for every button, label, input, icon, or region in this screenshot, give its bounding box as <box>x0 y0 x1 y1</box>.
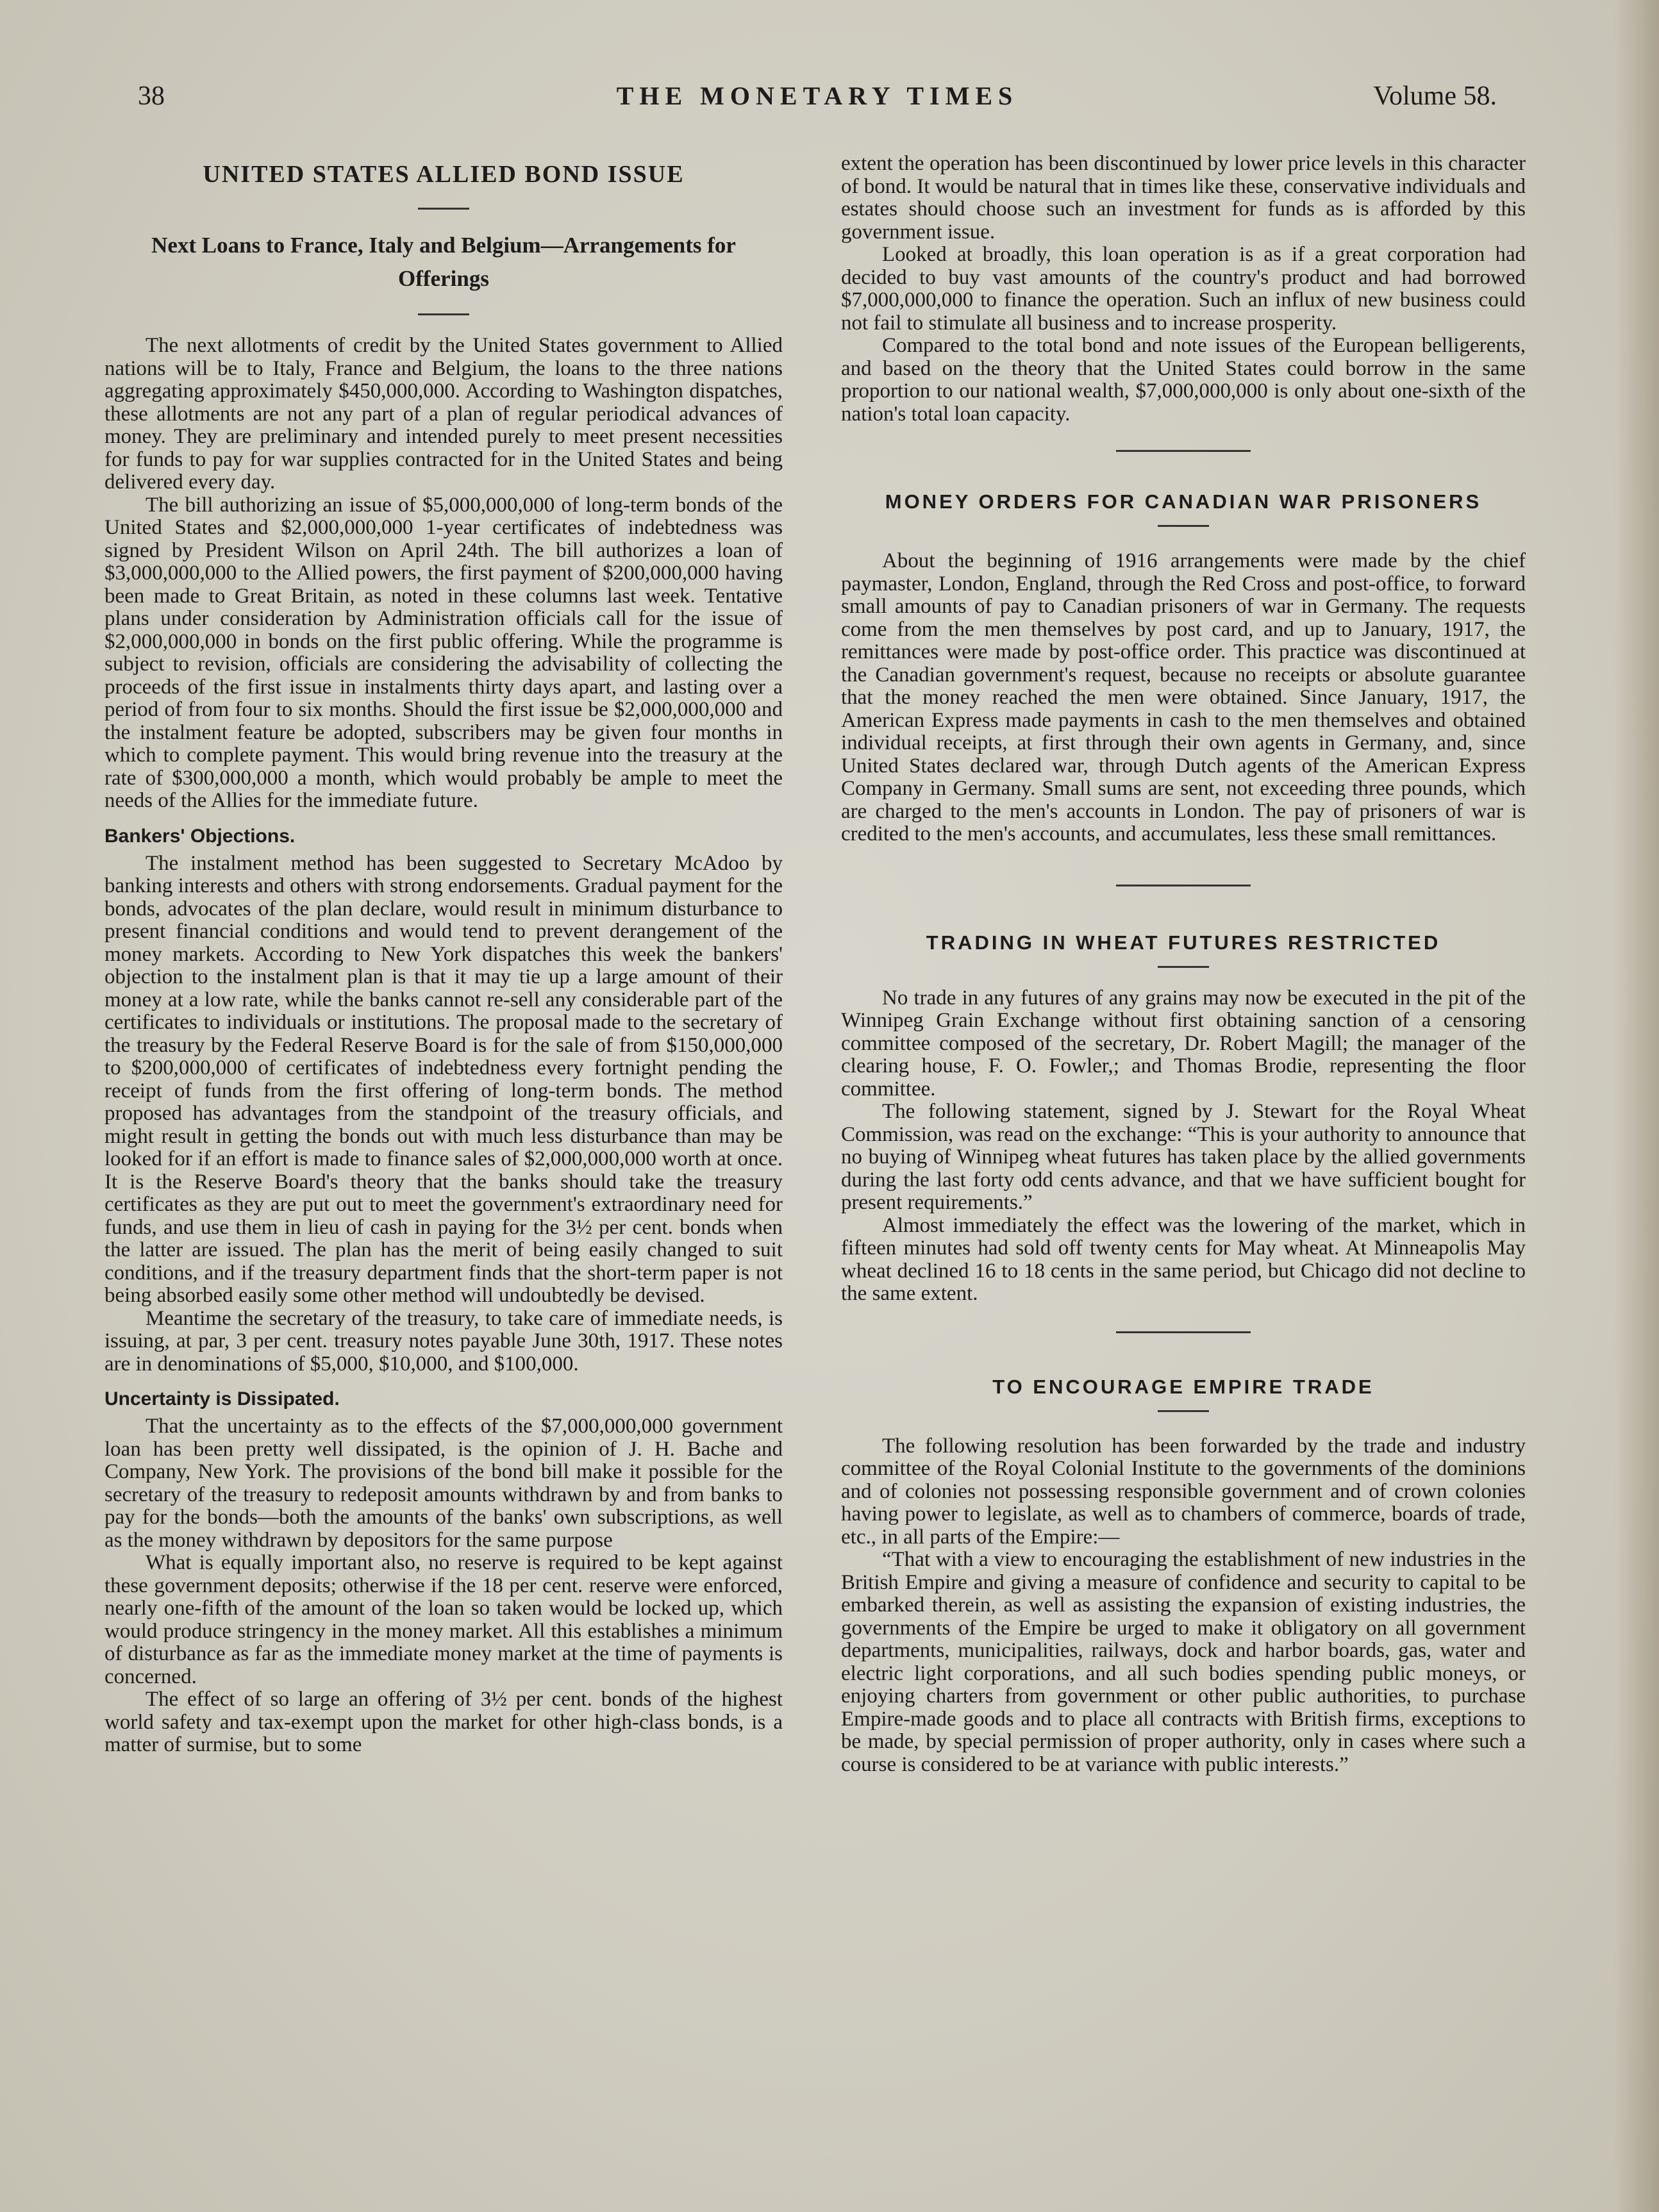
paragraph: extent the operation has been discontinued by lower price levels in this character of bond. It would be natural that in times like these, conservative individuals and estates should choose such an investment for funds as is afforded by this government issue. <box>841 152 1526 244</box>
paragraph: Almost immediately the effect was the lowering of the market, which in fifteen minutes had sold off twenty cents for May wheat. At Minneapolis May wheat declined 16 to 18 cents in the same period, but Chicago did not decline to the same extent. <box>841 1213 1526 1305</box>
section-heading-bankers-objections: Bankers' Objections. <box>104 825 296 847</box>
title-rule <box>1158 966 1209 968</box>
article-title-empire-trade: TO ENCOURAGE EMPIRE TRADE <box>992 1375 1374 1398</box>
article-title-bond-issue: UNITED STATES ALLIED BOND ISSUE <box>203 161 685 188</box>
paragraph: The following resolution has been forwarded by the trade and industry committee of the Royal Colonial Institute to the governments of the dominions and of colonies not possessing responsible government and of crown colonies having power to legislate, as well as to chambers of commerce, boards of trade, etc., in all parts of the Empire:— <box>841 1434 1526 1549</box>
page-number: 38 <box>138 81 165 111</box>
paragraph: Compared to the total bond and note issues of the European belligerents, and based on the theory that the United States could borrow in the same proportion to our national wealth, $7,000,000,000 is only about one-sixth of the nation's total loan capacity. <box>841 334 1526 426</box>
volume-label: Volume 58. <box>1373 81 1497 111</box>
section-heading-uncertainty: Uncertainty is Dissipated. <box>104 1388 340 1410</box>
section-divider <box>1116 450 1251 452</box>
article-title-money-orders: MONEY ORDERS FOR CANADIAN WAR PRISONERS <box>885 490 1482 513</box>
right-column <box>841 153 1526 1776</box>
paragraph: No trade in any futures of any grains may now be executed in the pit of the Winnipeg Grain Exchange without first obtaining sanction of a censoring committee composed of the secretary, Dr. Robert Magill; the manager of the clearing house, F. O. Fowler,; and Thomas Brodie, representing the floor committee. <box>841 986 1526 1101</box>
paragraph: About the beginning of 1916 arrangements were made by the chief paymaster, London, England, through the Red Cross and post-office, to forward small amounts of pay to Canadian prisoners of war in Germany. The requests come from the men themselves by post card, and up to January, 1917, the remittances were made by post-office order. This practice was discontinued at the Canadian government's request, because no receipts or absolute guarantee that the money reached the men were obtained. Since January, 1917, the American Express made payments in cash to the men themselves and obtained individual receipts, at first through their own agents in Germany, and, since United States declared war, through Dutch agents of the American Express Company in Germany. Small sums are sent, not exceeding three pounds, which are charged to the men's accounts in London. The pay of prisoners of war is credited to the men's accounts, and accumulates, less these small remittances. <box>841 549 1526 845</box>
paragraph: The bill authorizing an issue of $5,000,000,000 of long-term bonds of the United States and $2,000,000,000 1-year certificates of indebtedness was signed by President Wilson on April 24th. The bill authorizes a loan of $3,000,000,000 to the Allied powers, the first payment of $200,000,000 having been made to Great Britain, as noted in these columns last week. Tentative plans under consideration by Administration officials call for the issue of $2,000,000,000 in bonds on the first public offering. While the programme is subject to revision, officials are considering the advisability of collecting the proceeds of the first issue in instalments thirty days apart, and lasting over a period of from four to six months. Should the first issue be $2,000,000,000 and the instalment feature be adopted, subscribers may be given four months in which to complete payment. This would bring revenue into the treasury at the rate of $300,000,000 a month, which would probably be ample to meet the needs of the Allies for the immediate future. <box>104 493 783 812</box>
article-title-wheat-futures: TRADING IN WHEAT FUTURES RESTRICTED <box>926 931 1441 954</box>
left-column <box>104 153 783 1757</box>
paragraph: What is equally important also, no reserve is required to be kept against these government deposits; otherwise if the 18 per cent. reserve were enforced, nearly one-fifth of the amount of the loan so taken would be locked up, which would produce stringency in the money market. All this establishes a minimum of disturbance as far as the immediate money market at the time of payments is concerned. <box>104 1551 783 1688</box>
paragraph: The effect of so large an offering of 3½ per cent. bonds of the highest world safety and tax-exempt upon the market for other high-class bonds, is a matter of surmise, but to some <box>104 1688 783 1756</box>
paragraph: “That with a view to encouraging the establishment of new industries in the British Empire and giving a measure of confidence and security to capital to be embarked therein, as well as assisting the expansion of existing industries, the governments of the Empire be urged to make it obligatory on all government departments, municipalities, railways, dock and harbor boards, gas, water and electric light corporations, and all such bodies spending public moneys, or enjoying charters from government or other public authorities, to purchase Empire-made goods and to place all contracts with British firms, exceptions to be made, by special permission of proper authority, only in cases where such a course is considered to be at variance with public interests.” <box>841 1548 1526 1776</box>
title-rule <box>418 208 469 210</box>
page-edge-shadow <box>1614 0 1659 2212</box>
subtitle-rule <box>418 313 469 315</box>
running-head <box>138 81 1497 119</box>
article-subtitle-bond-issue: Next Loans to France, Italy and Belgium—Arrangements for Offerings <box>151 233 736 291</box>
title-rule <box>1158 1410 1209 1412</box>
section-divider <box>1116 885 1251 886</box>
paragraph: That the uncertainty as to the effects of the $7,000,000,000 government loan has been pretty well dissipated, is the opinion of J. H. Bache and Company, New York. The provisions of the bond bill make it possible for the secretary of the treasury to redeposit amounts withdrawn by and from banks to pay for the bonds—both the amounts of the banks' own subscriptions, as well as the money withdrawn by depositors for the same purpose <box>104 1415 783 1552</box>
paragraph: The following statement, signed by J. Stewart for the Royal Wheat Commission, was read on the exchange: “This is your authority to announce that no buying of Winnipeg wheat futures has taken place by the allied governments during the last forty odd cents advance, and that we have sufficient bought for present requirements.” <box>841 1100 1526 1214</box>
journal-title: THE MONETARY TIMES <box>616 81 1019 110</box>
section-divider <box>1116 1331 1251 1333</box>
paragraph: The instalment method has been suggested to Secretary McAdoo by banking interests and others with strong endorsements. Gradual payment for the bonds, advocates of the plan declare, would result in minimum disturbance to present financial conditions and would tend to prevent derangement of the money markets. According to New York dispatches this week the bankers' objection to the instalment plan is that it may tie up a large amount of their money at a low rate, while the banks cannot re-sell any considerable part of the certificates to individuals or institutions. The proposal made to the secretary of the treasury by the Federal Reserve Board is for the sale of from $150,000,000 to $200,000,000 of certificates of indebtedness every fortnight pending the receipt of funds from the first offering of long-term bonds. The method proposed has advantages from the standpoint of the treasury officials, and might result in getting the bonds out with much less disturbance than may be looked for if an effort is made to finance sales of $2,000,000,000 worth at once. It is the Reserve Board's theory that the banks should take the treasury certificates as they are put out to meet the government's extraordinary need for funds, and use them in lieu of cash in paying for the 3½ per cent. bonds when the latter are issued. The plan has the merit of being easily changed to suit conditions, and if the treasury department finds that the short-term paper is not being absorbed easily some other method will undoubtedly be devised. <box>104 851 783 1307</box>
paragraph: The next allotments of credit by the United States government to Allied nations will be to Italy, France and Belgium, the loans to the three nations aggregating approximately $450,000,000. According to Washington dispatches, these allotments are not any part of a plan of regular periodical advances of money. They are preliminary and intended purely to meet present necessities for funds to pay for war supplies contracted for in the United States and being delivered every day. <box>104 334 783 494</box>
title-rule <box>1158 525 1209 527</box>
paragraph: Meantime the secretary of the treasury, to take care of immediate needs, is issuing, at par, 3 per cent. treasury notes payable June 30th, 1917. These notes are in denominations of $5,000, $10,000, and $100,000. <box>104 1306 783 1376</box>
paragraph: Looked at broadly, this loan operation is as if a great corporation had decided to buy vast amounts of the country's product and had borrowed $7,000,000,000 to finance the operation. Such an influx of new business could not fail to stimulate all business and to increase prosperity. <box>841 243 1526 335</box>
